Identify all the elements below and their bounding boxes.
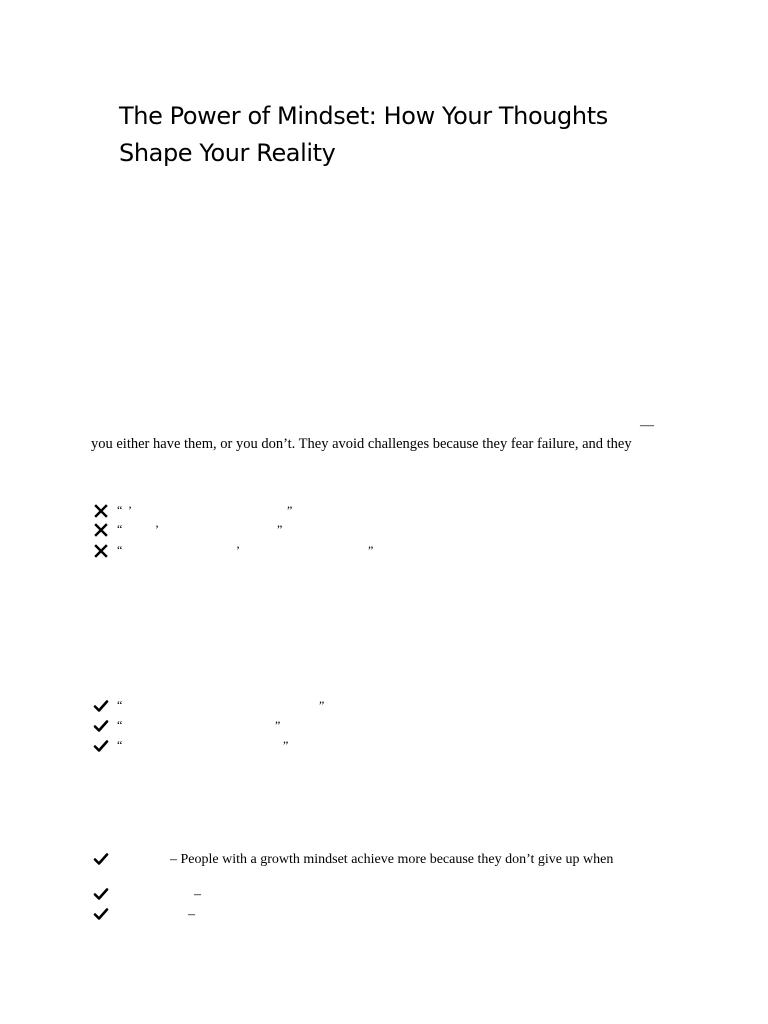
list-item [93, 906, 393, 924]
cross-icon [93, 522, 109, 538]
em-dash: — [640, 418, 654, 433]
apostrophe: ’ [236, 543, 240, 557]
list-item [93, 886, 393, 904]
benefit-text: – [188, 907, 195, 922]
paragraph-line: you either have them, or you don’t. They avoid challenges because they fear failure, and they [91, 436, 632, 452]
check-icon [93, 698, 109, 714]
benefit-text: – People with a growth mindset achieve more because they don’t give up when [170, 852, 614, 867]
list-item [93, 718, 393, 736]
document-title: The Power of Mindset: How Your Thoughts Shape Your Reality [119, 102, 608, 167]
open-quote: “ [117, 522, 123, 536]
list-item [93, 503, 393, 521]
check-icon [93, 906, 109, 922]
cross-icon [93, 543, 109, 559]
close-quote: ” [277, 522, 283, 536]
check-icon [93, 738, 109, 754]
list-item [93, 698, 393, 716]
close-quote: ” [368, 543, 374, 557]
open-quote: “ [117, 698, 123, 712]
check-icon [93, 718, 109, 734]
check-icon [93, 851, 109, 867]
open-quote: “ [117, 543, 123, 557]
apostrophe: ’ [128, 503, 132, 517]
apostrophe: ’ [155, 522, 159, 536]
benefit-text: – [194, 887, 201, 902]
open-quote: “ [117, 738, 123, 752]
open-quote: “ [117, 503, 123, 517]
close-quote: ” [275, 718, 281, 732]
open-quote: “ [117, 718, 123, 732]
list-item [93, 851, 693, 869]
close-quote: ” [287, 503, 293, 517]
cross-icon [93, 503, 109, 519]
list-item [93, 543, 393, 561]
close-quote: ” [283, 738, 289, 752]
check-icon [93, 886, 109, 902]
list-item [93, 738, 393, 756]
list-item [93, 522, 393, 540]
close-quote: ” [319, 698, 325, 712]
